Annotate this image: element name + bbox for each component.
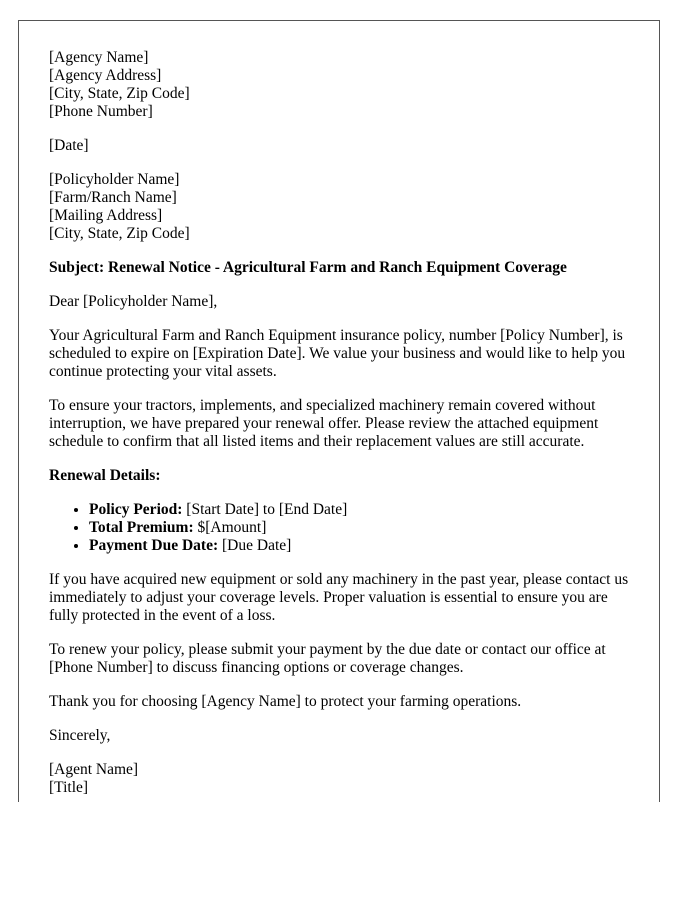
agent-name: [Agent Name] — [49, 761, 139, 778]
agency-name: [Agency Name] — [49, 49, 149, 66]
sender-address-block — [49, 49, 629, 121]
list-item — [89, 519, 629, 537]
renewal-details-heading: Renewal Details: — [49, 467, 161, 484]
total-premium-label: Total Premium: — [89, 519, 194, 536]
payment-due-date-value: [Due Date] — [218, 537, 292, 554]
total-premium-value: $[Amount] — [193, 519, 267, 536]
list-item — [89, 501, 629, 519]
policy-period-label: Policy Period: — [89, 501, 183, 518]
agency-phone: [Phone Number] — [49, 103, 153, 120]
body-paragraph: To renew your policy, please submit your payment by the due date or contact our office at [Phone Number] to discuss financing options or coverage changes. — [49, 641, 606, 676]
agency-city-state-zip: [City, State, Zip Code] — [49, 85, 190, 102]
body-paragraph: Thank you for choosing [Agency Name] to protect your farming operations. — [49, 693, 522, 710]
recipient-address-block — [49, 171, 629, 243]
agency-address: [Agency Address] — [49, 67, 162, 84]
recipient-city-state-zip: [City, State, Zip Code] — [49, 225, 190, 242]
body-paragraph: If you have acquired new equipment or sold any machinery in the past year, please contact us immediately to adjust your coverage levels. Proper valuation is essential to ensure you are fully protected in the event of a loss. — [49, 571, 629, 624]
signature-block — [49, 761, 629, 797]
renewal-details-list — [49, 501, 629, 555]
agent-title: [Title] — [49, 779, 89, 796]
payment-due-date-label: Payment Due Date: — [89, 537, 219, 554]
letter-date: [Date] — [49, 137, 89, 154]
recipient-name: [Policyholder Name] — [49, 171, 180, 188]
recipient-farm-name: [Farm/Ranch Name] — [49, 189, 177, 206]
recipient-mailing-address: [Mailing Address] — [49, 207, 163, 224]
signoff: Sincerely, — [49, 727, 111, 744]
subject-line: Subject: Renewal Notice - Agricultural Farm and Ranch Equipment Coverage — [49, 259, 567, 276]
body-paragraph: To ensure your tractors, implements, and specialized machinery remain covered without interruption, we have prepared your renewal offer. Please review the attached equipment schedule to confirm that all listed items and their replacement values are still accurate. — [49, 397, 599, 450]
salutation: Dear [Policyholder Name], — [49, 293, 218, 310]
policy-period-value: [Start Date] to [End Date] — [182, 501, 348, 518]
list-item — [89, 537, 629, 555]
letter-page — [18, 20, 660, 802]
body-paragraph: Your Agricultural Farm and Ranch Equipment insurance policy, number [Policy Number], is scheduled to expire on [Expiration Date]. We value your business and would like to help you continue protecting your vital assets. — [49, 327, 626, 380]
